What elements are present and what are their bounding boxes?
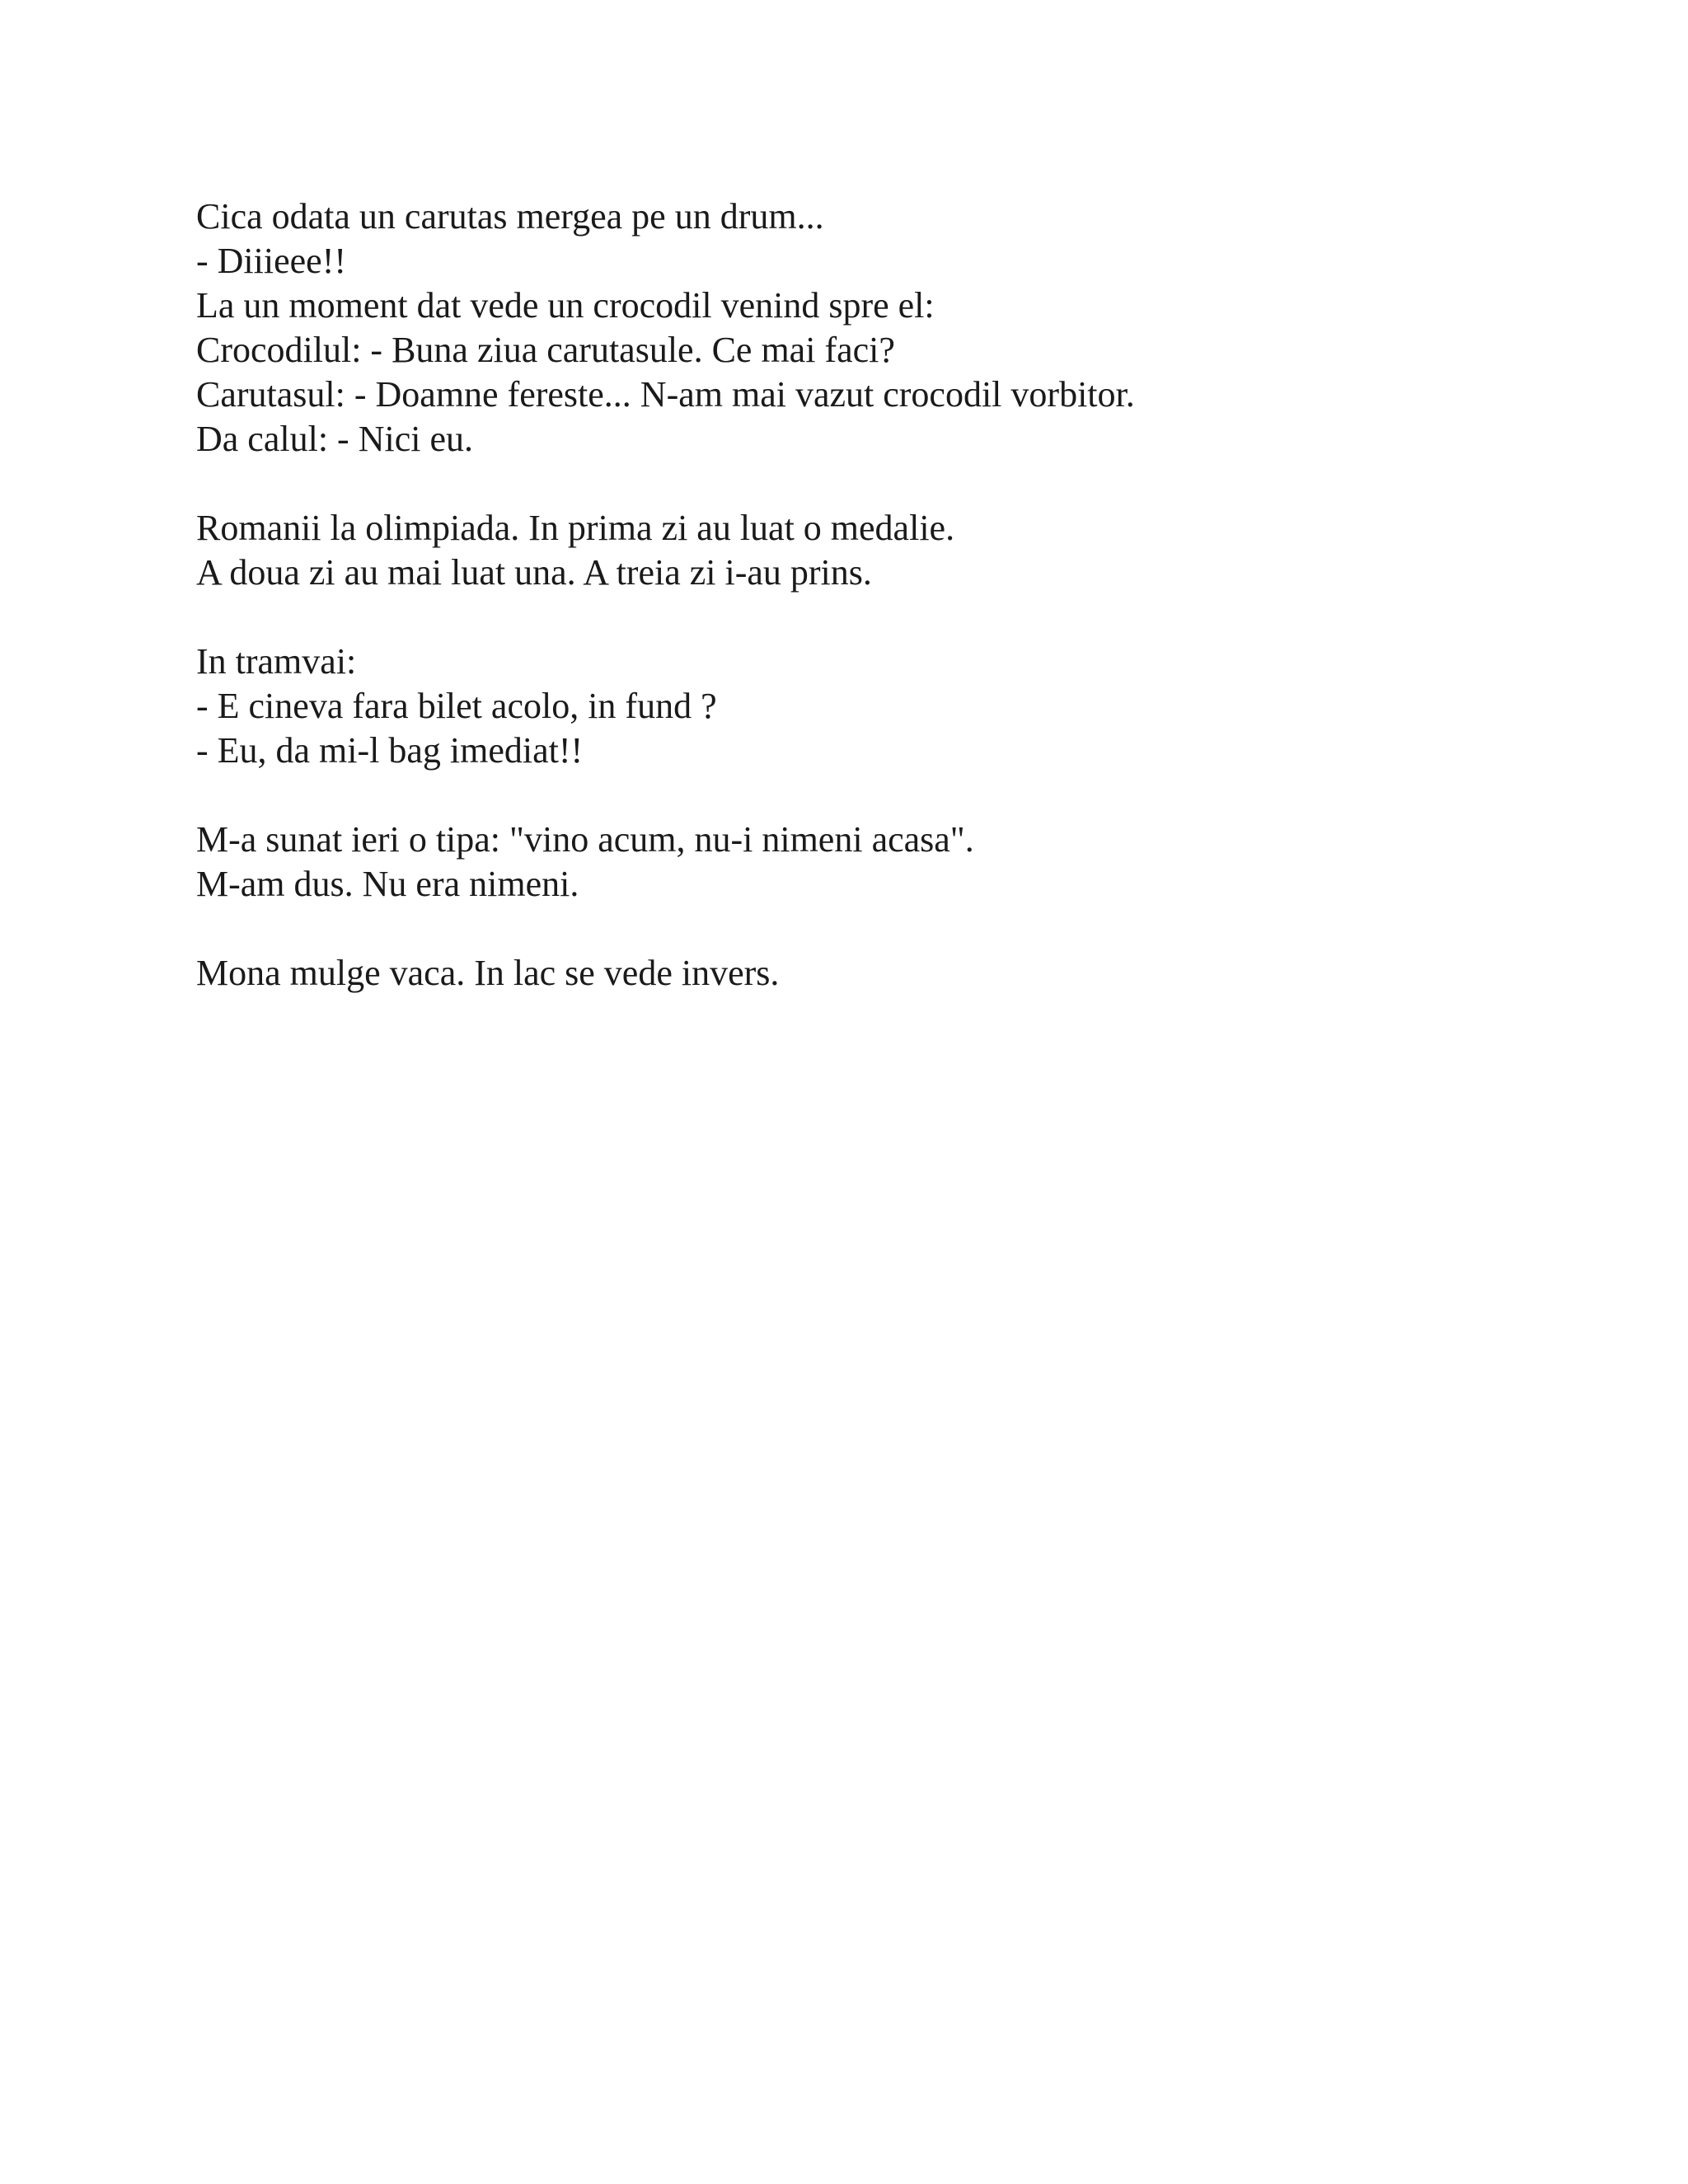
text-line: Da calul: - Nici eu. [196, 419, 473, 459]
joke-paragraph [196, 951, 1531, 996]
joke-paragraph [196, 818, 1531, 907]
text-line: - E cineva fara bilet acolo, in fund ? [196, 686, 717, 726]
text-line: Romanii la olimpiada. In prima zi au luat o medalie. [196, 508, 955, 548]
text-line: Carutasul: - Doamne fereste... N-am mai vazut crocodil vorbitor. [196, 374, 1135, 415]
joke-paragraph [196, 194, 1531, 462]
text-line: La un moment dat vede un crocodil venind spre el: [196, 285, 935, 326]
text-line: - Diiieee!! [196, 241, 346, 281]
joke-paragraph [196, 640, 1531, 773]
text-line: Cica odata un carutas mergea pe un drum... [196, 196, 824, 237]
joke-paragraph [196, 506, 1531, 595]
text-line: M-a sunat ieri o tipa: "vino acum, nu-i nimeni acasa". [196, 819, 974, 860]
text-line: A doua zi au mai luat una. A treia zi i-au prins. [196, 552, 872, 593]
text-line: In tramvai: [196, 641, 357, 682]
text-line: M-am dus. Nu era nimeni. [196, 864, 579, 904]
text-line: Crocodilul: - Buna ziua carutasule. Ce mai faci? [196, 330, 895, 370]
text-line: Mona mulge vaca. In lac se vede invers. [196, 953, 780, 993]
document-body [196, 194, 1531, 1040]
text-line: - Eu, da mi-l bag imediat!! [196, 730, 584, 771]
